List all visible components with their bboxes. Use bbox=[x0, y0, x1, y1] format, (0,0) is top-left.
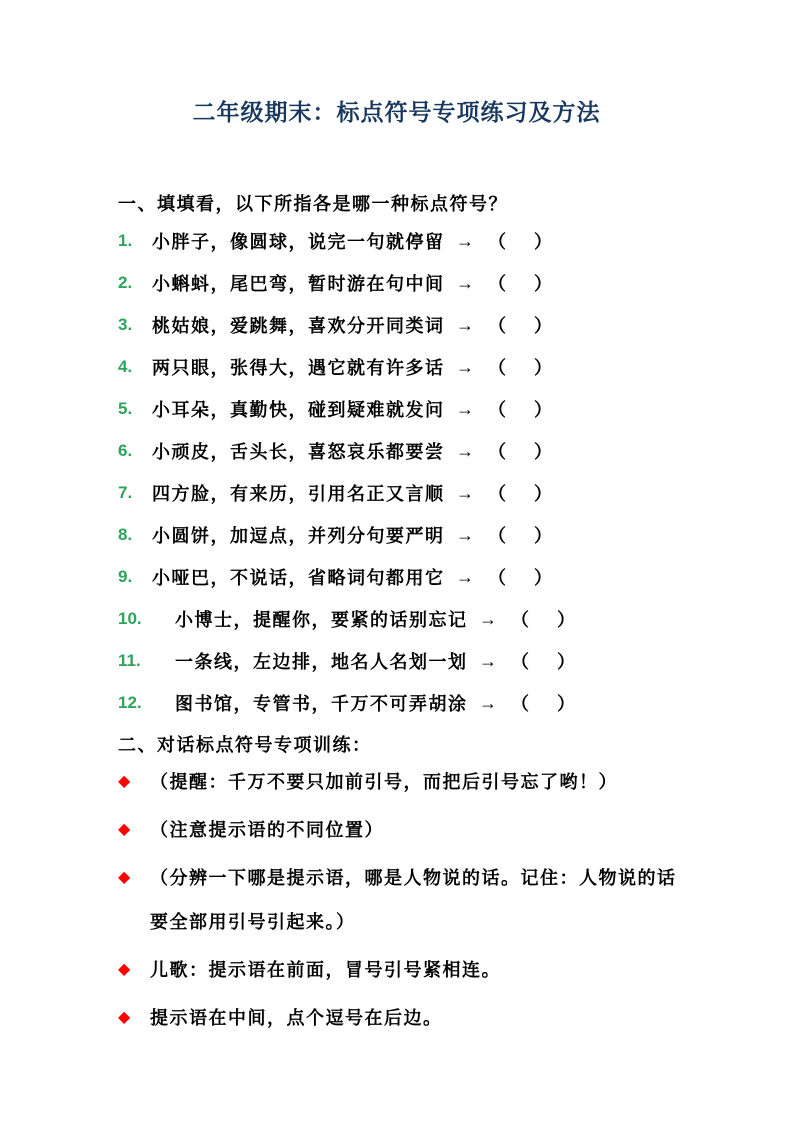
answer-paren-open: （ bbox=[488, 526, 506, 546]
answer-paren-close: ） bbox=[534, 526, 552, 546]
question-number: 6. bbox=[118, 441, 133, 460]
question-row-2 bbox=[118, 262, 793, 304]
question-text: 一条线，左边排，地名人名划一划 bbox=[175, 652, 468, 672]
answer-paren-open: （ bbox=[488, 358, 506, 378]
question-text: 小圆饼，加逗点，并列分句要严明 bbox=[152, 526, 445, 546]
answer-paren-open: （ bbox=[488, 316, 506, 336]
section2-heading: 二、对话标点符号专项训练： bbox=[118, 735, 372, 755]
page-title: 二年级期末：标点符号专项练习及方法 bbox=[192, 99, 601, 125]
answer-paren-close: ） bbox=[534, 484, 552, 504]
answer-paren-open: （ bbox=[511, 652, 529, 672]
answer-paren-open: （ bbox=[488, 484, 506, 504]
answer-paren-close: ） bbox=[557, 652, 575, 672]
answer-paren-close: ） bbox=[534, 274, 552, 294]
question-number: 10. bbox=[118, 609, 142, 628]
bullet-text: 提示语在中间，点个逗号在后边。 bbox=[150, 1008, 443, 1028]
question-number: 7. bbox=[118, 483, 133, 502]
answer-paren-close: ） bbox=[534, 316, 552, 336]
bullet-row-1 bbox=[118, 760, 693, 804]
question-text: 小博士，提醒你，要紧的话别忘记 bbox=[175, 610, 468, 630]
question-row-4 bbox=[118, 346, 793, 388]
bullet-text: 儿歌：提示语在前面，冒号引号紧相连。 bbox=[150, 960, 501, 980]
diamond-bullet-icon: ◆ bbox=[118, 961, 131, 978]
question-row-11 bbox=[118, 640, 793, 682]
question-text: 桃姑娘，爱跳舞，喜欢分开同类词 bbox=[152, 316, 445, 336]
question-number: 3. bbox=[118, 315, 133, 334]
question-number: 2. bbox=[118, 273, 133, 292]
question-number: 5. bbox=[118, 399, 133, 418]
diamond-bullet-icon: ◆ bbox=[118, 1009, 131, 1026]
arrow-icon: → bbox=[456, 398, 474, 419]
question-row-1 bbox=[118, 220, 793, 262]
answer-paren-open: （ bbox=[488, 274, 506, 294]
bullet-text: （提醒：千万不要只加前引号，而把后引号忘了哟！） bbox=[150, 772, 618, 792]
bullet-text: （注意提示语的不同位置） bbox=[150, 820, 384, 840]
question-text: 小哑巴，不说话，省略词句都用它 bbox=[152, 568, 445, 588]
question-text: 两只眼，张得大，遇它就有许多话 bbox=[152, 358, 445, 378]
question-number: 1. bbox=[118, 231, 133, 250]
arrow-icon: → bbox=[456, 314, 474, 335]
question-row-8 bbox=[118, 514, 793, 556]
question-text: 小耳朵，真勤快，碰到疑难就发问 bbox=[152, 400, 445, 420]
arrow-icon: → bbox=[479, 692, 497, 713]
answer-paren-open: （ bbox=[511, 610, 529, 630]
arrow-icon: → bbox=[456, 440, 474, 461]
question-number: 9. bbox=[118, 567, 133, 586]
bullet-list bbox=[0, 760, 793, 1040]
section1-heading: 一、填填看，以下所指各是哪一种标点符号？ bbox=[118, 194, 508, 214]
diamond-bullet-icon: ◆ bbox=[118, 821, 131, 838]
arrow-icon: → bbox=[479, 608, 497, 629]
bullet-text: （分辨一下哪是提示语，哪是人物说的话。记住：人物说的话要全部用引号引起来。） bbox=[150, 868, 677, 932]
diamond-bullet-icon: ◆ bbox=[118, 773, 131, 790]
question-row-7 bbox=[118, 472, 793, 514]
arrow-icon: → bbox=[456, 566, 474, 587]
question-number: 4. bbox=[118, 357, 133, 376]
question-text: 小胖子，像圆球，说完一句就停留 bbox=[152, 232, 445, 252]
bullet-row-3 bbox=[118, 856, 693, 944]
answer-paren-close: ） bbox=[534, 232, 552, 252]
question-text: 图书馆，专管书，千万不可弄胡涂 bbox=[175, 694, 468, 714]
bullet-row-5 bbox=[118, 996, 693, 1040]
question-text: 四方脸，有来历，引用名正又言顺 bbox=[152, 484, 445, 504]
question-text: 小顽皮，舌头长，喜怒哀乐都要尝 bbox=[152, 442, 445, 462]
answer-paren-open: （ bbox=[488, 232, 506, 252]
answer-paren-open: （ bbox=[511, 694, 529, 714]
answer-paren-open: （ bbox=[488, 442, 506, 462]
bullet-row-2 bbox=[118, 808, 693, 852]
question-row-5 bbox=[118, 388, 793, 430]
arrow-icon: → bbox=[456, 356, 474, 377]
bullet-row-4 bbox=[118, 948, 693, 992]
arrow-icon: → bbox=[479, 650, 497, 671]
answer-paren-close: ） bbox=[557, 610, 575, 630]
question-number: 11. bbox=[118, 651, 141, 670]
question-row-9 bbox=[118, 556, 793, 598]
answer-paren-close: ） bbox=[534, 568, 552, 588]
answer-paren-close: ） bbox=[534, 400, 552, 420]
arrow-icon: → bbox=[456, 524, 474, 545]
question-row-6 bbox=[118, 430, 793, 472]
answer-paren-close: ） bbox=[534, 358, 552, 378]
answer-paren-open: （ bbox=[488, 568, 506, 588]
arrow-icon: → bbox=[456, 230, 474, 251]
question-number: 8. bbox=[118, 525, 133, 544]
question-list bbox=[0, 220, 793, 724]
question-row-10 bbox=[118, 598, 793, 640]
answer-paren-open: （ bbox=[488, 400, 506, 420]
question-row-12 bbox=[118, 682, 793, 724]
question-row-3 bbox=[118, 304, 793, 346]
diamond-bullet-icon: ◆ bbox=[118, 869, 131, 886]
arrow-icon: → bbox=[456, 272, 474, 293]
arrow-icon: → bbox=[456, 482, 474, 503]
question-number: 12. bbox=[118, 693, 142, 712]
answer-paren-close: ） bbox=[557, 694, 575, 714]
question-text: 小蝌蚪，尾巴弯，暂时游在句中间 bbox=[152, 274, 445, 294]
answer-paren-close: ） bbox=[534, 442, 552, 462]
